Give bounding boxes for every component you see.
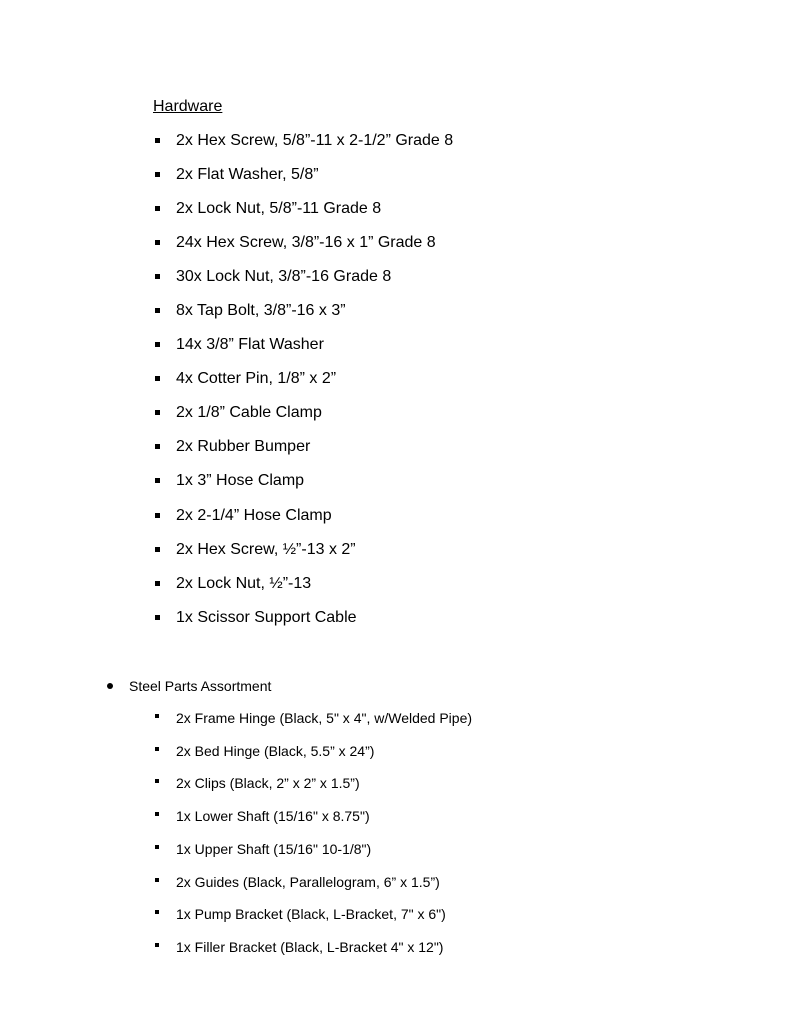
square-bullet-icon [155,812,159,816]
square-bullet-icon [155,779,159,783]
list-item-label: 8x Tap Bolt, 3/8”-16 x 3” [176,302,346,319]
list-item-label: 2x Rubber Bumper [176,438,311,455]
square-bullet-icon [155,910,159,914]
list-item-label: 2x Lock Nut, 5/8”-11 Grade 8 [176,200,382,217]
list-item-label: 2x Flat Washer, 5/8” [176,166,319,183]
square-bullet-icon [155,308,160,313]
square-bullet-icon [155,845,159,849]
list-item-label: 2x 2-1/4” Hose Clamp [176,507,332,524]
square-bullet-icon [155,581,160,586]
square-bullet-icon [155,206,160,211]
section-label: Steel Parts Assortment [129,678,272,694]
square-bullet-icon [155,342,160,347]
square-bullet-icon [155,172,160,177]
round-bullet-icon [107,683,113,689]
list-item-label: 1x Pump Bracket (Black, L-Bracket, 7" x 6") [176,906,446,922]
square-bullet-icon [155,376,160,381]
list-item-label: 1x Lower Shaft (15/16" x 8.75") [176,808,370,824]
list-item-label: 2x Frame Hinge (Black, 5" x 4", w/Welded Pipe) [176,710,473,726]
list-item-label: 2x Lock Nut, ½”-13 [176,575,312,592]
list-item-label: 2x Bed Hinge (Black, 5.5” x 24”) [176,743,375,759]
list-item-label: 1x Upper Shaft (15/16" 10-1/8") [176,841,372,857]
list-item-label: 1x 3” Hose Clamp [176,472,305,489]
list-item-label: 2x Guides (Black, Parallelogram, 6” x 1.5”) [176,874,440,890]
square-bullet-icon [155,943,159,947]
list-item-label: 2x Clips (Black, 2” x 2” x 1.5”) [176,775,360,791]
list-item-label: 4x Cotter Pin, 1/8” x 2” [176,370,337,387]
square-bullet-icon [155,240,160,245]
square-bullet-icon [155,714,159,718]
square-bullet-icon [155,878,159,882]
list-item-label: 24x Hex Screw, 3/8”-16 x 1” Grade 8 [176,234,436,251]
hardware-heading: Hardware [153,98,223,115]
square-bullet-icon [155,513,160,518]
list-item-label: 1x Filler Bracket (Black, L-Bracket 4" x 12") [176,939,444,955]
square-bullet-icon [155,410,160,415]
square-bullet-icon [155,274,160,279]
square-bullet-icon [155,444,160,449]
list-item-label: 30x Lock Nut, 3/8”-16 Grade 8 [176,268,392,285]
square-bullet-icon [155,138,160,143]
list-item-label: 2x 1/8” Cable Clamp [176,404,322,421]
list-item-label: 2x Hex Screw, 5/8”-11 x 2-1/2” Grade 8 [176,132,454,149]
square-bullet-icon [155,615,160,620]
list-item-label: 2x Hex Screw, ½”-13 x 2” [176,541,356,558]
list-item-label: 1x Scissor Support Cable [176,609,357,626]
square-bullet-icon [155,478,160,483]
square-bullet-icon [155,747,159,751]
list-item-label: 14x 3/8” Flat Washer [176,336,324,353]
square-bullet-icon [155,547,160,552]
